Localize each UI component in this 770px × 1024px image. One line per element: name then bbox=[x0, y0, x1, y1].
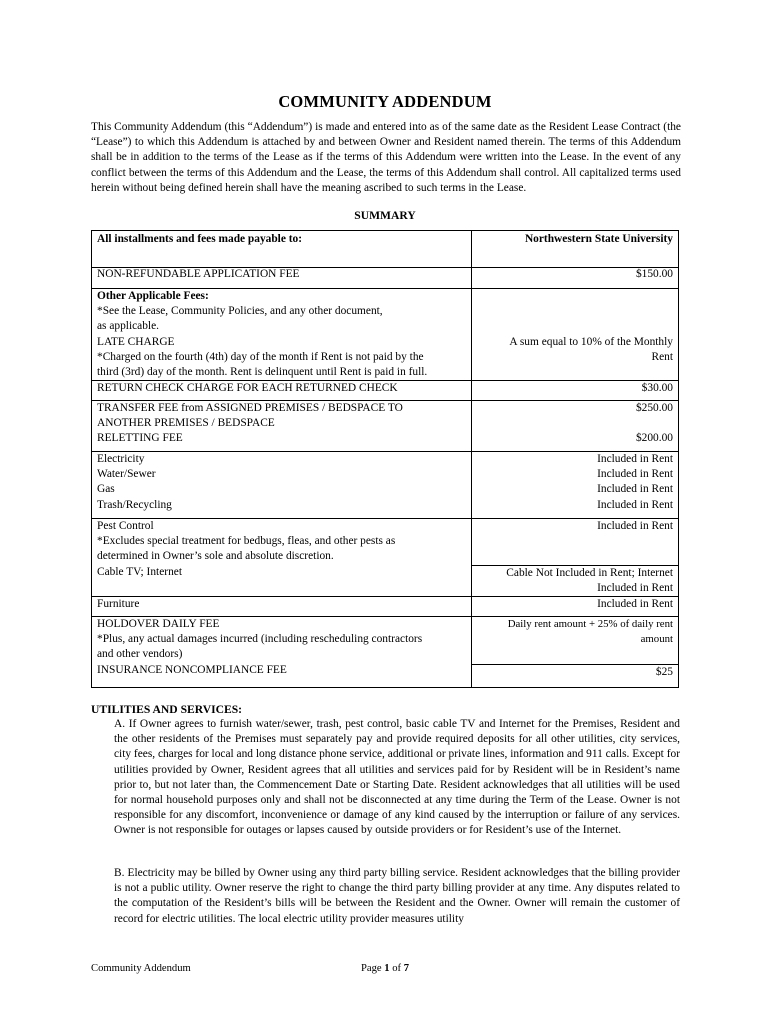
utilities-paragraph-b: B. Electricity may be billed by Owner using any third party billing service. Resident acknowledges that the billing provider is not a public utility. Owner reserve the right to change the third party billing provider at any time. Any disputes related to the computation of the Resident’s bills will be between the Resident and the Owner. Owner will remain the customer of record for electric utilities. The local electric utility provider measures utility bbox=[114, 867, 680, 925]
pest-note-1: *Excludes special treatment for bedbugs, fleas, and other pests as bbox=[97, 535, 396, 548]
utilities-paragraph-a: A. If Owner agrees to furnish water/sewer, trash, pest control, basic cable TV and Internet for the Premises, Resident and the other residents of the Premises must separately pay and provide required deposits for all other utilities, city services, city fees, charges for local and long distance phone service, additional or private lines, information and 911 calls. Except for utilities provided by Owner, Resident agrees that all utilities and services paid for by Resident will be in Resident’s name prior to, but not later than, the Commencement Date or Starting Date. Resident acknowledges that all utilities will be used for normal household purposes only and shall not be disconnected at any time during the Term of the Lease. Owner is not responsible for any discomfort, inconvenience or damage of any kind caused by the interruption or failure of any services. Owner is not responsible for outages or lapses caused by outside providers or for Resident’s use of the Internet. bbox=[114, 718, 680, 837]
late-charge-note-2: third (3rd) day of the month. Rent is delinquent until Rent is paid in full. bbox=[97, 366, 428, 379]
electricity-label: Electricity bbox=[97, 453, 145, 465]
transfer-label-2: ANOTHER PREMISES / BEDSPACE bbox=[97, 417, 275, 430]
cable-label: Cable TV; Internet bbox=[97, 565, 182, 578]
page-mid: of bbox=[389, 963, 404, 974]
application-fee-value: $150.00 bbox=[635, 268, 673, 280]
pest-label: Pest Control bbox=[97, 520, 154, 532]
cable-value-1: Cable Not Included in Rent; Internet bbox=[506, 567, 673, 579]
other-fees-note-2: as applicable. bbox=[97, 320, 159, 333]
trash-value: Included in Rent bbox=[597, 498, 673, 511]
other-fees-label: Other Applicable Fees: bbox=[97, 290, 209, 302]
furniture-label: Furniture bbox=[97, 598, 140, 610]
document-title: COMMUNITY ADDENDUM bbox=[278, 92, 492, 111]
holdover-note-2: and other vendors) bbox=[97, 648, 183, 661]
holdover-note-1: *Plus, any actual damages incurred (including rescheduling contractors bbox=[97, 633, 423, 646]
electricity-value: Included in Rent bbox=[597, 453, 673, 465]
page-total: 7 bbox=[403, 963, 409, 974]
water-label: Water/Sewer bbox=[97, 468, 156, 481]
page-current: 1 bbox=[384, 963, 390, 974]
insurance-label: INSURANCE NONCOMPLIANCE FEE bbox=[97, 663, 287, 676]
pest-value: Included in Rent bbox=[597, 520, 673, 532]
header-payee: Northwestern State University bbox=[524, 233, 673, 245]
late-charge-label: LATE CHARGE bbox=[97, 335, 175, 348]
footer-document-name: Community Addendum bbox=[91, 963, 191, 974]
late-charge-value-2: Rent bbox=[651, 351, 673, 364]
holdover-value-1: Daily rent amount + 25% of daily rent bbox=[507, 618, 673, 630]
furniture-value: Included in Rent bbox=[597, 598, 673, 610]
application-fee-label: NON-REFUNDABLE APPLICATION FEE bbox=[97, 268, 300, 280]
transfer-label-1: TRANSFER FEE from ASSIGNED PREMISES / BEDSPACE TO bbox=[97, 402, 403, 414]
header-payable-label: All installments and fees made payable to: bbox=[97, 233, 303, 245]
cable-value-2: Included in Rent bbox=[597, 582, 673, 595]
holdover-label: HOLDOVER DAILY FEE bbox=[97, 618, 220, 630]
page-prefix: Page bbox=[361, 963, 385, 974]
fees-table bbox=[91, 230, 679, 688]
trash-label: Trash/Recycling bbox=[97, 498, 172, 511]
insurance-value: $25 bbox=[655, 666, 673, 678]
water-value: Included in Rent bbox=[597, 468, 673, 481]
summary-heading: SUMMARY bbox=[354, 209, 416, 222]
reletting-value: $200.00 bbox=[635, 432, 673, 445]
transfer-value: $250.00 bbox=[635, 402, 673, 414]
gas-label: Gas bbox=[97, 483, 115, 496]
page-number bbox=[0, 963, 770, 974]
reletting-label: RELETTING FEE bbox=[97, 432, 183, 445]
gas-value: Included in Rent bbox=[597, 483, 673, 496]
holdover-value-2: amount bbox=[640, 633, 673, 646]
late-charge-value-1: A sum equal to 10% of the Monthly bbox=[509, 336, 673, 348]
pest-note-2: determined in Owner’s sole and absolute discretion. bbox=[97, 550, 334, 563]
other-fees-note-1: *See the Lease, Community Policies, and any other document, bbox=[97, 305, 383, 318]
late-charge-note-1: *Charged on the fourth (4th) day of the month if Rent is not paid by the bbox=[97, 350, 424, 363]
return-check-label: RETURN CHECK CHARGE FOR EACH RETURNED CHECK bbox=[97, 382, 398, 394]
utilities-heading: UTILITIES AND SERVICES: bbox=[91, 703, 243, 716]
return-check-value: $30.00 bbox=[641, 382, 673, 394]
intro-paragraph: This Community Addendum (this “Addendum”) is made and entered into as of the same date as the Resident Lease Contract (the “Lease”) to which this Addendum is attached by and between Owner and Resident named therein. The terms of this Addendum shall be in addition to the terms of the Lease as if the terms of this Addendum were written into the Lease. In the event of any conflict between the terms of this Addendum and the Lease, the terms of this Addendum shall control. All capitalized terms used herein without being defined herein shall have the meaning ascribed to such terms in the Lease. bbox=[91, 121, 681, 194]
